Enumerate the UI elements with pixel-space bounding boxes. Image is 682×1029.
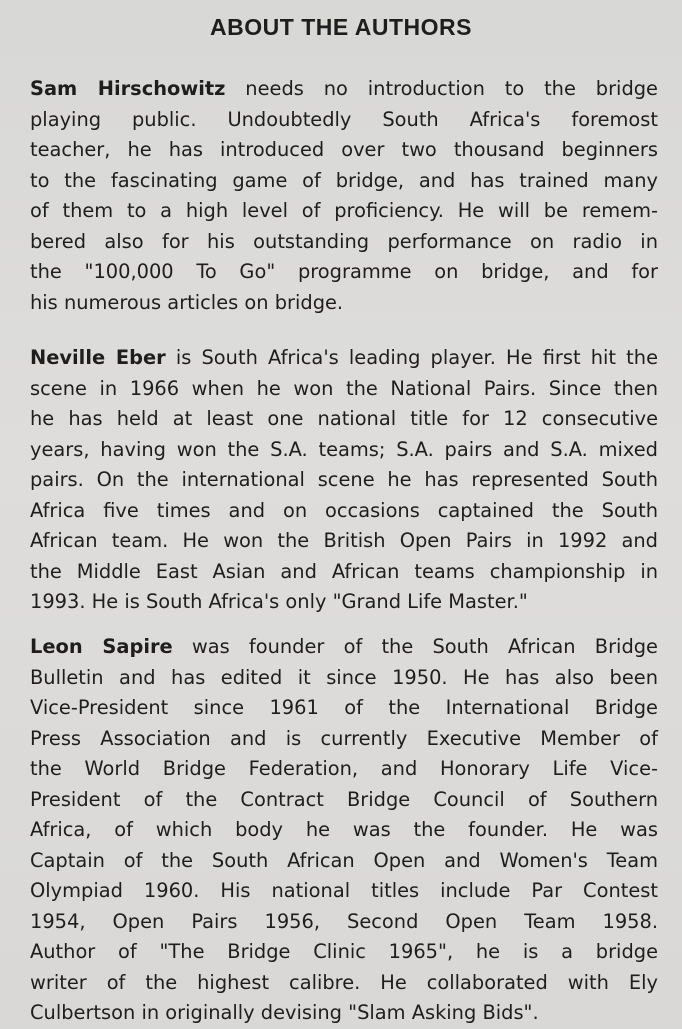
bio-line: President of the Contract Bridge Council of Southern [30,787,658,811]
bio-line: teacher, he has introduced over two thousand beginners [30,138,658,161]
bio-line: Press Association and is currently Executive Member of [30,726,658,750]
bio-line: 1993. He is South Africa's only "Grand Life Master." [30,590,528,613]
bio-line: Sam Hirschowitz needs no introduction to the bridge [30,77,658,100]
bio-line: of them to a high level of proficiency. He will be remem- [30,199,658,222]
author-bio-neville-eber [30,343,658,618]
bio-line: to the fascinating game of bridge, and has trained many [30,168,658,192]
bio-line: the World Bridge Federation, and Honorary Life Vice- [30,757,658,780]
bio-line: his numerous articles on bridge. [30,290,344,314]
bio-line: 1954, Open Pairs 1956, Second Open Team 1958. [30,909,658,933]
bio-line: Vice-President since 1961 of the International Bridge [30,696,658,719]
bio-line: the Middle East Asian and African teams championship in [30,559,658,583]
bio-line: he has held at least one national title for 12 consecutive [30,407,658,430]
bio-line: scene in 1966 when he won the National Pairs. Since then [30,376,658,400]
author-name: Leon Sapire [30,635,173,658]
bio-line: bered also for his outstanding performance on radio in [30,229,658,253]
bio-line: writer of the highest calibre. He collaborated with Ely [30,970,658,994]
bio-line: years, having won the S.A. teams; S.A. pairs and S.A. mixed [30,437,658,461]
bio-line: Africa, of which body he was the founder. He was [30,818,658,841]
bio-line: Culbertson in originally devising "Slam Asking Bids". [30,1001,539,1024]
bio-line: Africa five times and on occasions captained the South [30,498,658,522]
author-name: Neville Eber [30,346,166,369]
bio-line: African team. He won the British Open Pairs in 1992 and [30,529,658,552]
bio-line: pairs. On the international scene he has represented South [30,468,658,491]
bio-line: Bulletin and has edited it since 1950. He has also been [30,665,658,689]
bio-line: Leon Sapire was founder of the South African Bridge [30,635,658,658]
page-title: ABOUT THE AUTHORS [210,14,472,40]
bio-line: Olympiad 1960. His national titles include Par Contest [30,879,658,902]
bio-line: Neville Eber is South Africa's leading player. He first hit the [30,346,659,369]
bio-line: Author of "The Bridge Clinic 1965", he is a bridge [30,940,658,963]
bio-line: the "100,000 To Go" programme on bridge, and for [30,260,658,283]
author-bio-sam-hirschowitz [30,74,658,318]
bio-line: playing public. Undoubtedly South Africa's foremost [30,107,658,131]
author-bio-leon-sapire [30,632,658,1029]
bio-line: Captain of the South African Open and Women's Team [30,848,658,872]
author-name: Sam Hirschowitz [30,77,226,100]
